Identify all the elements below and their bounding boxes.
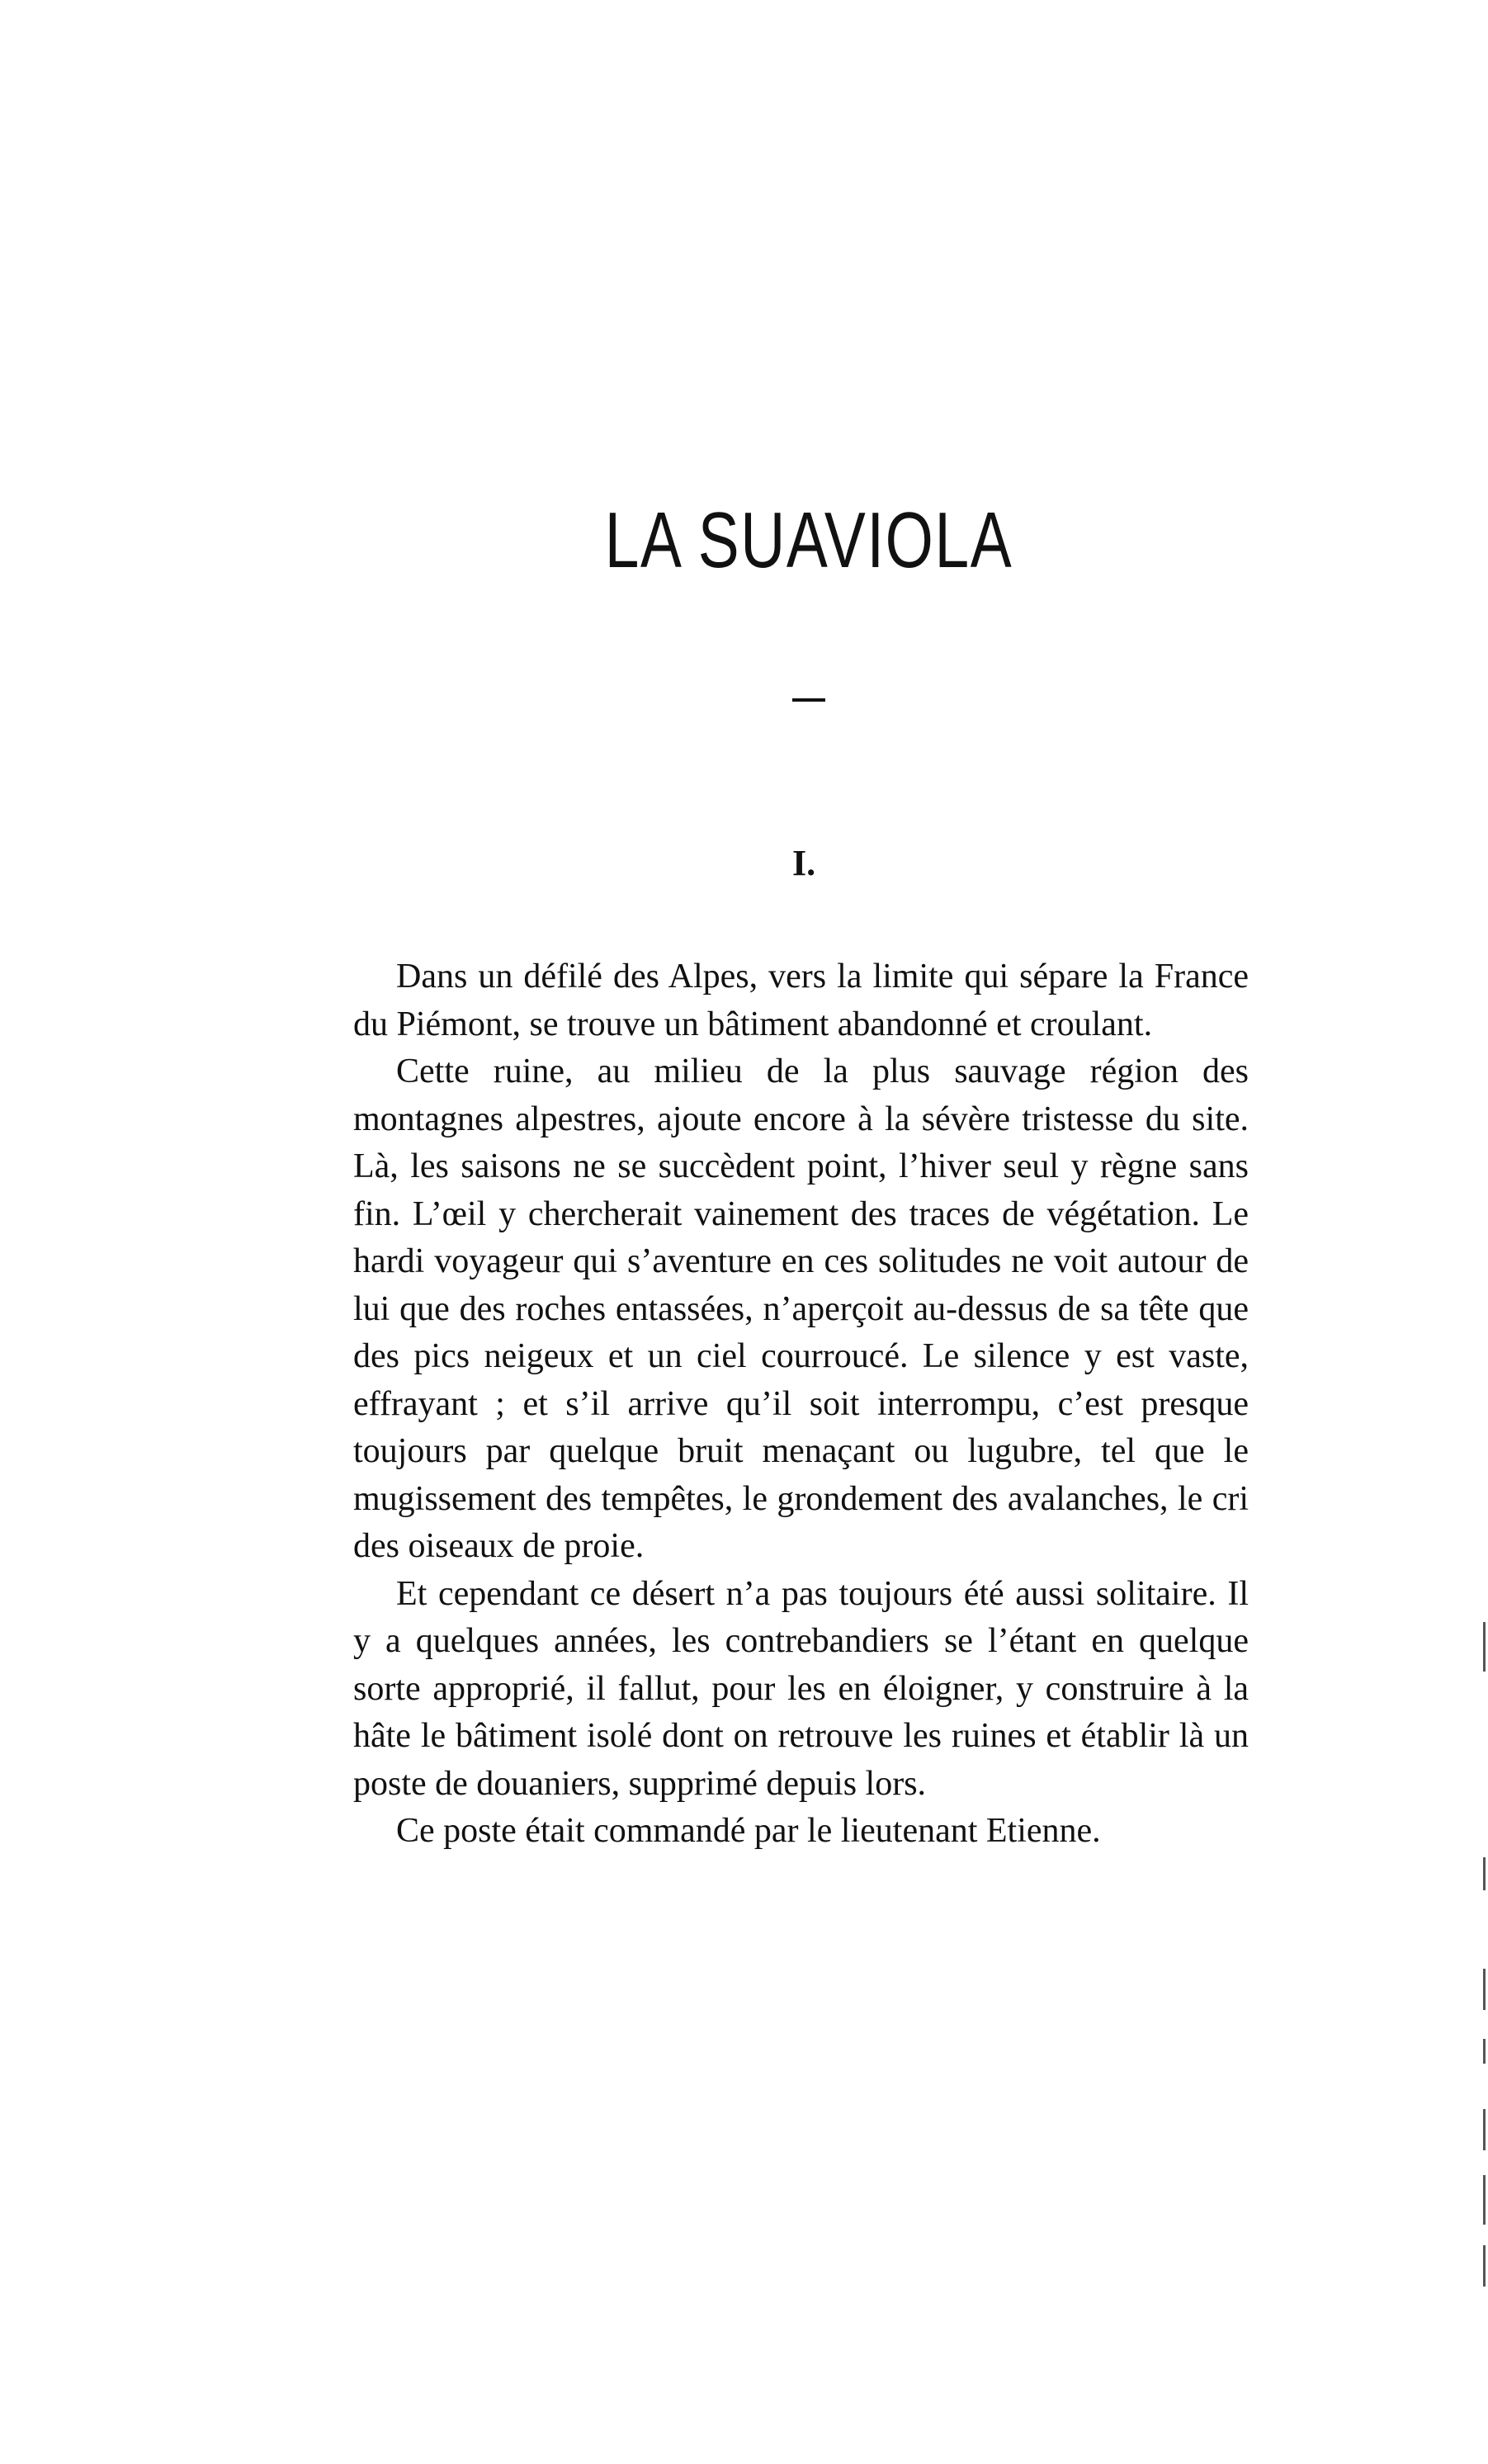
scan-margin-mark <box>1483 2245 1486 2287</box>
scan-margin-mark <box>1483 1857 1486 1890</box>
scan-margin-mark <box>1483 1622 1486 1672</box>
scan-margin-mark <box>1483 2039 1486 2064</box>
chapter-number: I. <box>792 843 816 883</box>
chapter-title: LA SUAVIOLA <box>604 496 1013 584</box>
paragraph-1: Dans un défilé des Alpes, vers la limite qui sépare la France du Piémont, se trouve un bâtiment abandonné et croulant. <box>353 958 1249 1043</box>
paragraph-3: Et cependant ce désert n’a pas toujours été aussi solitaire. Il y a quelques années, les contrebandiers se l’étant en quelque sorte approprié, il fallut, pour les en éloigner, y construire à la hâte le bâtiment isolé dont on retrouve les ruines et établir là un poste de douaniers, supprimé depuis lors. <box>353 1574 1249 1803</box>
scan-margin-mark <box>1483 2175 1486 2225</box>
body-text <box>353 953 1249 1856</box>
paragraph-4: Ce poste était commandé par le lieutenant Etienne. <box>396 1812 1101 1850</box>
scan-margin-mark <box>1483 2109 1486 2150</box>
title-divider <box>792 698 825 702</box>
paragraph-2: Cette ruine, au milieu de la plus sauvage région des montagnes alpestres, ajoute encore à la sévère tristesse du site. Là, les saisons ne se succèdent point, l’hiver seul y règne sans fin. L’œil y chercherait vainement des traces de végétation. Le hardi voyageur qui s’aventure en ces solitudes ne voit autour de lui que des roches entassées, n’aperçoit au-dessus de sa tête que des pics neigeux et un ciel courroucé. Le silence y est vaste, effrayant ; et s’il arrive qu’il soit interrompu, c’est presque toujours par quelque bruit menaçant ou lugubre, tel que le mugissement des tempêtes, le grondement des avalanches, le cri des oiseaux de proie. <box>353 1052 1249 1565</box>
scan-margin-mark <box>1483 1969 1486 2010</box>
